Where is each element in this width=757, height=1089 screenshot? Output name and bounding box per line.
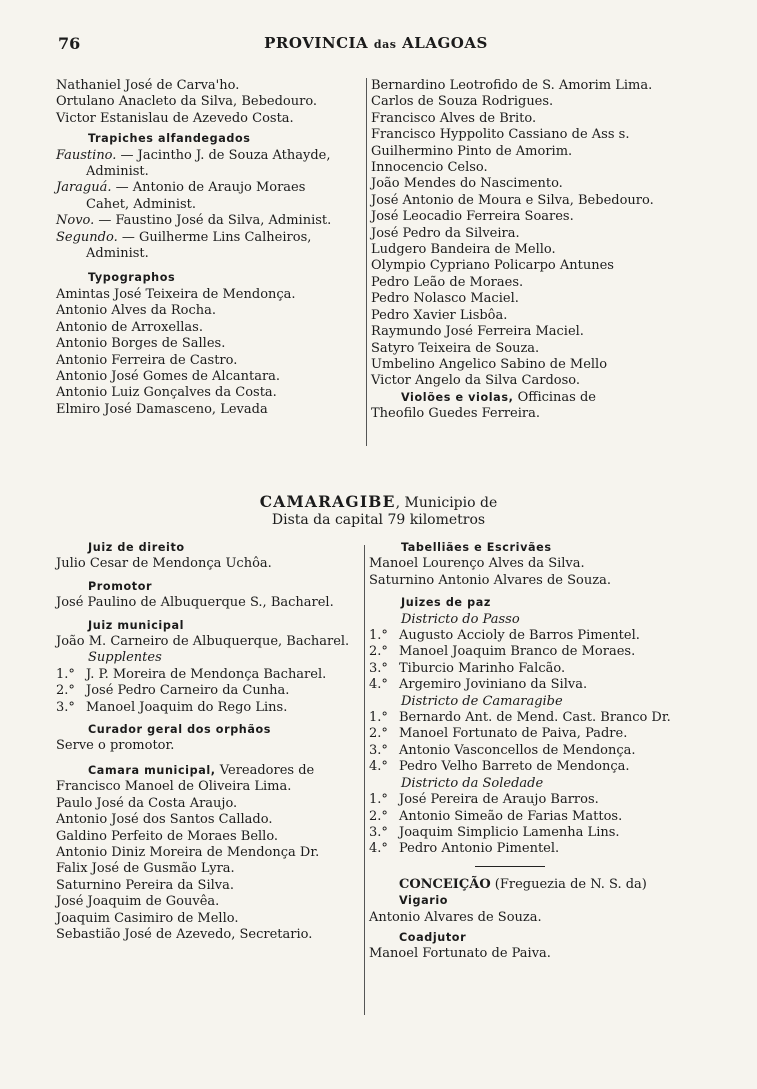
supplente-row: [56, 683, 366, 699]
person-name: Manoel Joaquim do Rego Lins.: [86, 699, 288, 715]
list-item: Nathaniel José de Carva'ho.: [56, 78, 240, 93]
page-header: [58, 34, 694, 56]
list-item: Francisco Alves de Brito.: [371, 110, 537, 126]
section-heading-coadjutor: [369, 930, 709, 946]
juiz-row: [369, 809, 709, 825]
juiz-row: [369, 792, 709, 808]
list-item: José Pedro da Silveira.: [371, 225, 520, 241]
ordinal-number: 1.°: [369, 792, 388, 808]
juiz-row: [369, 661, 709, 677]
section-heading-juiz-direito-text: Juiz de direito: [88, 541, 185, 554]
list-item: Ludgero Bandeira de Mello.: [371, 242, 556, 258]
parish-heading: [369, 877, 709, 893]
list-item: Saturnino Antonio Alvares de Souza.: [369, 572, 611, 588]
section-heading-juiz-municipal: [56, 618, 366, 634]
person-name: Bernardo Ant. de Mend. Cast. Branco Dr.: [399, 710, 671, 726]
trapiche-entry: [56, 230, 366, 246]
district-heading: [369, 694, 709, 710]
trapiche-admin: — Antonio de Araujo Moraes: [111, 180, 306, 196]
ordinal-number: 2.°: [369, 808, 388, 824]
juiz-row: [369, 644, 709, 660]
district-heading: [369, 776, 709, 792]
camara-heading-text: Camara municipal,: [88, 763, 216, 777]
section-heading-promotor-text: Promotor: [88, 579, 153, 593]
municipality-title: [0, 493, 757, 529]
trapiche-entry: [56, 148, 366, 164]
section-heading-trapiches: [56, 131, 366, 147]
person-name: Augusto Accioly de Barros Pimentel.: [399, 628, 640, 644]
section-heading-vigario: [369, 893, 709, 909]
juiz-row: [369, 628, 709, 644]
list-item: Sebastião José de Azevedo, Secretario.: [56, 926, 313, 942]
ordinal-number: 4.°: [369, 677, 388, 693]
person-name: Antonio Vasconcellos de Mendonça.: [399, 742, 636, 758]
column-divider: [366, 78, 367, 446]
juiz-row: [369, 743, 709, 759]
list-item: Francisco Manoel de Oliveira Lima.: [56, 779, 292, 795]
parish-subtitle: (Freguezia de N. S. da): [490, 876, 647, 892]
person-name: Tiburcio Marinho Falcão.: [399, 660, 566, 676]
list-item: Antonio Alves da Rocha.: [56, 303, 217, 319]
list-item: Antonio José dos Santos Callado.: [56, 812, 273, 828]
list-item: João Mendes do Nascimento.: [371, 176, 563, 192]
list-item: Pedro Xavier Lisbôa.: [371, 307, 508, 323]
section-heading-violoes: [371, 390, 701, 406]
trapiche-admin: — Guilherme Lins Calheiros,: [117, 229, 312, 245]
column-divider-bottom: [364, 545, 365, 1015]
juiz-row: [369, 825, 709, 841]
ordinal-number: 1.°: [56, 666, 75, 682]
person-name: Joaquim Simplicio Lamenha Lins.: [399, 824, 620, 840]
camara-heading-rest: Vereadores de: [215, 762, 315, 778]
list-item: Joaquim Casimiro de Mello.: [56, 910, 239, 926]
trapiche-place: Novo.: [56, 213, 95, 229]
list-item: Antonio Borges de Salles.: [56, 336, 226, 352]
list-item: Amintas José Teixeira de Mendonça.: [56, 286, 296, 302]
list-item: Bernardino Leotrofido de S. Amorim Lima.: [371, 78, 653, 93]
section-separator: [475, 866, 545, 867]
municipality-name: CAMARAGIBE: [259, 492, 396, 511]
list-item: João M. Carneiro de Albuquerque, Bacharel.: [56, 634, 350, 650]
ordinal-number: 4.°: [369, 841, 388, 857]
district-heading: [369, 612, 709, 628]
district-name: Districto da Soledade: [401, 775, 544, 791]
section-heading-curador: [56, 722, 366, 738]
section-heading-typographos-text: Typographos: [88, 271, 176, 285]
trapiche-continuation: Administ.: [86, 164, 149, 180]
ordinal-number: 2.°: [369, 644, 388, 660]
section-heading-promotor: [56, 579, 366, 595]
list-item: Innocencio Celso.: [371, 160, 488, 176]
ordinal-number: 2.°: [369, 726, 388, 742]
list-item: Olympio Cypriano Policarpo Antunes: [371, 258, 614, 274]
list-item: Antonio José Gomes de Alcantara.: [56, 368, 281, 384]
list-item: José Paulino de Albuquerque S., Bacharel.: [56, 595, 334, 611]
supplente-row: [56, 667, 366, 683]
bottom-right-column: [369, 540, 709, 963]
list-item: Antonio Luiz Gonçalves da Costa.: [56, 385, 277, 401]
supplente-row: [56, 700, 366, 716]
section-heading-vigario-text: Vigario: [399, 894, 449, 908]
trapiche-continuation: Cahet, Administ.: [86, 196, 197, 212]
section-heading-tabelliaes: [369, 540, 709, 556]
top-right-column: [371, 78, 701, 423]
juiz-row: [369, 841, 709, 857]
list-item: Serve o promotor.: [56, 738, 175, 754]
section-heading-curador-text: Curador geral dos orphãos: [88, 723, 272, 737]
juiz-row: [369, 726, 709, 742]
supplentes-heading: [56, 650, 366, 666]
ordinal-number: 1.°: [369, 628, 388, 644]
bottom-left-column: [56, 540, 366, 943]
list-item: Antonio Diniz Moreira de Mendonça Dr.: [56, 844, 320, 860]
list-item: José Joaquim de Gouvêa.: [56, 894, 220, 910]
list-item: José Antonio de Moura e Silva, Bebedouro.: [371, 192, 654, 208]
ordinal-number: 3.°: [369, 824, 388, 840]
person-name: Pedro Velho Barreto de Mendonça.: [399, 759, 630, 775]
list-item: Antonio de Arroxellas.: [56, 319, 203, 335]
list-item: Julio Cesar de Mendonça Uchôa.: [56, 556, 272, 572]
list-item: Raymundo José Ferreira Maciel.: [371, 324, 584, 340]
section-heading-juiz-municipal-text: Juiz municipal: [88, 618, 185, 632]
section-heading-juizes-text: Juizes de paz: [401, 596, 491, 610]
list-item: Pedro Nolasco Maciel.: [371, 291, 519, 307]
list-item: Guilhermino Pinto de Amorim.: [371, 143, 573, 159]
list-item: Falix José de Gusmão Lyra.: [56, 861, 235, 877]
list-item: Satyro Teixeira de Souza.: [371, 340, 540, 356]
person-name: J. P. Moreira de Mendonça Bacharel.: [86, 666, 327, 682]
list-item: Ortulano Anacleto da Silva, Bebedouro.: [56, 94, 318, 110]
list-item: Galdino Perfeito de Moraes Bello.: [56, 828, 279, 844]
ordinal-number: 2.°: [56, 683, 75, 699]
parish-title: CONCEIÇÃO: [399, 876, 491, 892]
section-heading-tabelliaes-text: Tabelliães e Escrivães: [401, 541, 552, 554]
municipality-label: , Municipio de: [395, 495, 498, 511]
ordinal-number: 3.°: [56, 699, 75, 715]
top-left-column: [56, 78, 366, 418]
ordinal-number: 4.°: [369, 759, 388, 775]
person-name: José Pedro Carneiro da Cunha.: [86, 683, 290, 699]
district-name: Districto do Passo: [401, 611, 520, 627]
list-item: Umbelino Angelico Sabino de Mello: [371, 356, 608, 372]
trapiche-entry: [56, 180, 366, 196]
violoes-heading-text: Violões e violas,: [401, 390, 514, 404]
page-number: 76: [58, 34, 81, 53]
section-heading-coadjutor-text: Coadjutor: [399, 930, 467, 944]
trapiche-continuation: Administ.: [86, 246, 149, 262]
trapiche-place: Faustino.: [56, 147, 117, 163]
person-name: Argemiro Joviniano da Silva.: [399, 677, 588, 693]
trapiche-place: Segundo.: [56, 229, 118, 245]
list-item: Saturnino Pereira da Silva.: [56, 877, 235, 893]
juiz-row: [369, 759, 709, 775]
list-item: Victor Estanislau de Azevedo Costa.: [56, 110, 294, 126]
ordinal-number: 3.°: [369, 742, 388, 758]
section-heading-juiz-direito: [56, 540, 366, 556]
trapiche-place: Jaraguá.: [56, 180, 112, 196]
list-item: José Leocadio Ferreira Soares.: [371, 209, 574, 225]
supplentes-heading-text: Supplentes: [88, 650, 162, 666]
list-item: Francisco Hyppolito Cassiano de Ass s.: [371, 127, 630, 143]
section-heading-typographos: [56, 270, 366, 286]
person-name: Manoel Joaquim Branco de Moraes.: [399, 644, 636, 660]
spacer: [56, 755, 366, 763]
ordinal-number: 1.°: [369, 710, 388, 726]
running-title-end: ALAGOAS: [402, 34, 488, 52]
district-name: Districto de Camaragibe: [401, 693, 563, 709]
list-item: Antonio Ferreira de Castro.: [56, 352, 238, 368]
running-title: [58, 34, 694, 52]
list-item: Theofilo Guedes Ferreira.: [371, 406, 540, 422]
juiz-row: [369, 710, 709, 726]
section-heading-trapiches-text: Trapiches alfandegados: [88, 132, 251, 146]
trapiche-admin: — Jacintho J. de Souza Athayde,: [116, 147, 331, 163]
section-heading-juizes: [369, 595, 709, 611]
list-item: Elmiro José Damasceno, Levada: [56, 401, 268, 417]
trapiche-admin: — Faustino José da Silva, Administ.: [94, 213, 332, 229]
list-item: Antonio Alvares de Souza.: [369, 909, 542, 925]
list-item: Manoel Fortunato de Paiva.: [369, 946, 551, 962]
spacer: [56, 262, 366, 270]
person-name: Manoel Fortunato de Paiva, Padre.: [399, 726, 628, 742]
list-item: Paulo José da Costa Araujo.: [56, 795, 238, 811]
running-title-small: das: [373, 38, 397, 51]
juiz-row: [369, 677, 709, 693]
person-name: Antonio Simeão de Farias Mattos.: [399, 808, 623, 824]
list-item: Carlos de Souza Rodrigues.: [371, 94, 554, 110]
list-item: Manoel Lourenço Alves da Silva.: [369, 556, 585, 572]
ordinal-number: 3.°: [369, 660, 388, 676]
municipality-distance: Dista da capital 79 kilometros: [271, 512, 486, 528]
violoes-heading-rest: Officinas de: [513, 389, 597, 405]
trapiche-entry: [56, 213, 366, 229]
running-title-main: PROVINCIA: [264, 34, 369, 52]
section-heading-camara: [56, 763, 366, 779]
list-item: Victor Angelo da Silva Cardoso.: [371, 373, 581, 389]
person-name: José Pereira de Araujo Barros.: [399, 792, 599, 808]
person-name: Pedro Antonio Pimentel.: [399, 841, 560, 857]
list-item: Pedro Leão de Moraes.: [371, 274, 524, 290]
